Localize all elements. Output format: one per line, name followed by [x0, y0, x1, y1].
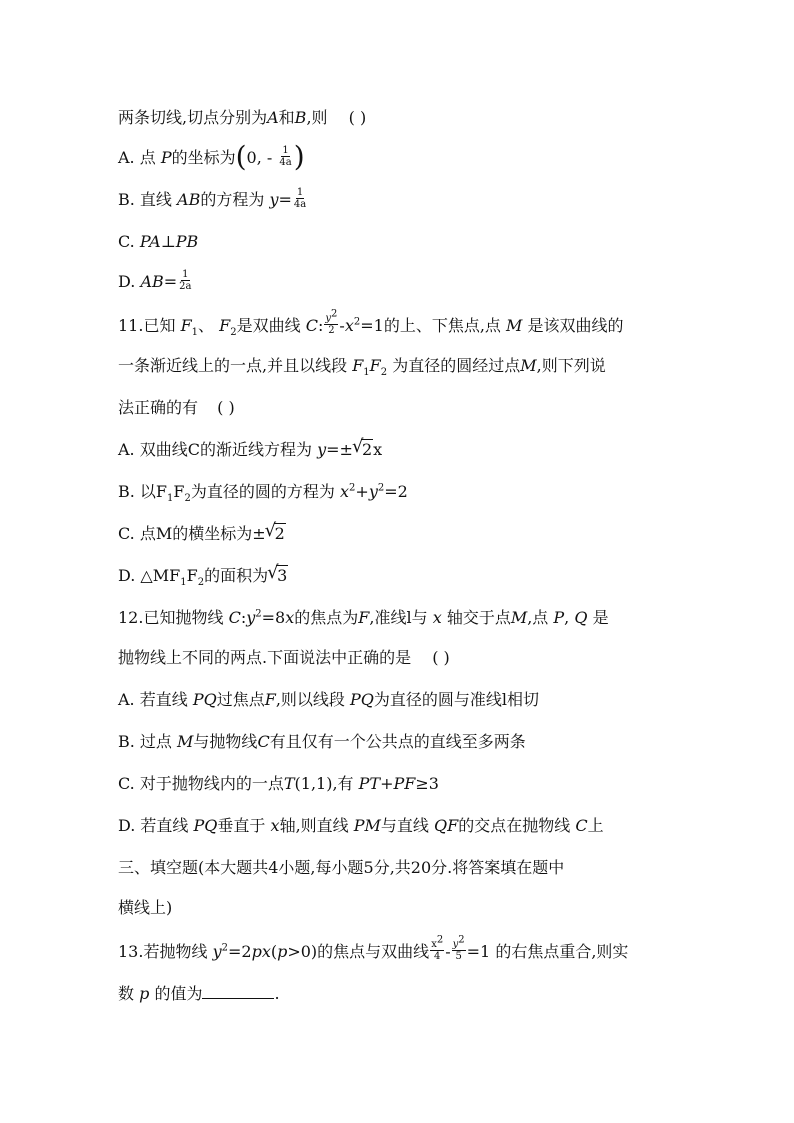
point-m: M [506, 316, 523, 335]
focus-f1: F [180, 316, 192, 335]
text: 的坐标为 [171, 148, 236, 167]
text: 是该双曲线的 [527, 316, 624, 335]
q13-line-1 [118, 934, 629, 964]
superscript: 2 [353, 316, 361, 328]
q10-option-d [118, 270, 193, 294]
q12-option-b [118, 730, 526, 754]
perp-symbol: ⊥ [160, 232, 176, 251]
curve-c: C [228, 608, 241, 627]
numerator: 1 [182, 269, 189, 280]
var-x: x [285, 608, 295, 627]
q12-line-1 [118, 606, 609, 630]
subscript: 2 [197, 577, 205, 589]
denominator: 2a [179, 281, 192, 292]
superscript: 2 [255, 608, 262, 620]
fraction [178, 269, 192, 292]
option-label: C. [118, 232, 135, 251]
text: F [173, 482, 185, 501]
subscript: 2 [380, 367, 388, 379]
text: 的面积为 [204, 566, 269, 585]
subscript: 1 [363, 367, 370, 379]
right-paren: ) [293, 139, 305, 173]
subscript: 2 [230, 327, 237, 339]
equals: =1 [360, 316, 384, 335]
segment-pt: PT [358, 774, 381, 793]
q13-line-2 [118, 982, 280, 1006]
text: F [186, 566, 198, 585]
var-x: x [432, 608, 442, 627]
text: 两条切线,切点分别为 [118, 108, 268, 127]
denominator: 4a [293, 199, 307, 210]
question-number: 11. [118, 316, 144, 335]
equals: =± [326, 440, 353, 459]
point-m: M [510, 608, 528, 627]
focus-f: F [358, 608, 370, 627]
equals: =8 [261, 608, 286, 627]
superscript: 2 [221, 942, 228, 954]
text: 为直径的圆的方程为 [190, 482, 335, 501]
q10-option-a [118, 139, 305, 173]
text: ,则以线段 [275, 690, 345, 709]
q10-option-c [118, 230, 198, 254]
text: 为直径的圆与准线l相切 [373, 690, 540, 709]
text: 轴,则直线 [279, 816, 349, 835]
text: 的右焦点重合,则实 [495, 942, 629, 961]
text: 的方程为 [200, 190, 265, 209]
text: 、 [198, 316, 215, 335]
fraction [452, 934, 466, 962]
focus-f2: F [219, 316, 231, 335]
subscript: 2 [184, 493, 191, 505]
curve-c: C [305, 316, 318, 335]
segment-pa: PA [139, 232, 161, 251]
text: A. 若直线 [118, 690, 188, 709]
text: 是 [592, 608, 609, 627]
q11-line-3 [118, 396, 235, 420]
numerator: 1 [282, 145, 289, 156]
text: 已知抛物线 [143, 608, 224, 627]
denominator: 2 [328, 325, 335, 336]
coord-x: 0, [246, 148, 262, 167]
superscript: 2 [331, 308, 338, 320]
minus-sign: - [266, 148, 273, 167]
left-paren: ( [235, 139, 247, 173]
text: B. 过点 [118, 732, 172, 751]
fraction [430, 934, 444, 962]
sqrt [353, 438, 373, 462]
point-a: A [267, 108, 279, 127]
text: ( [270, 942, 278, 961]
point-b: B [294, 108, 307, 127]
text: (1,1),有 [294, 774, 354, 793]
text: 是双曲线 [236, 316, 301, 335]
numerator: 1 [296, 187, 304, 198]
q12-option-c [118, 772, 439, 796]
point-p: P [160, 148, 172, 167]
colon: : [240, 608, 247, 627]
focus-f: F [264, 690, 276, 709]
plus: + [355, 482, 369, 501]
var-y: y [325, 313, 332, 324]
period: . [274, 984, 280, 1003]
text: 有且仅有一个公共点的直线至多两条 [269, 732, 526, 751]
minus-sign: - [445, 942, 451, 961]
q12-option-a [118, 688, 539, 712]
var-y: y [246, 608, 256, 627]
radicand: 2 [274, 524, 285, 543]
superscript: 2 [377, 482, 385, 494]
segment-pq: PQ [350, 690, 374, 709]
text: 的上、下焦点,点 [383, 316, 501, 335]
equals: = [163, 272, 178, 291]
text: >0)的焦点与双曲线 [287, 942, 430, 961]
line-pm: PM [353, 816, 381, 835]
text: 轴交于点 [446, 608, 511, 627]
point-m: M [520, 356, 537, 375]
text: 已知 [143, 316, 176, 335]
text: 和 [278, 108, 295, 127]
superscript: 2 [458, 934, 465, 946]
q12-option-d [118, 814, 604, 838]
var-x: x [373, 440, 383, 459]
var-x: x [344, 316, 354, 335]
superscript: 2 [349, 482, 356, 494]
segment-pf: PF [393, 774, 416, 793]
section-3-heading [118, 856, 564, 880]
text: D. △MF [118, 566, 181, 585]
q10-stem-line [118, 106, 366, 130]
text: 与抛物线 [193, 732, 258, 751]
answer-paren: ( ) [348, 108, 367, 127]
text: 垂直于 [217, 816, 266, 835]
segment-ab: AB [140, 272, 164, 291]
text: 若抛物线 [143, 942, 208, 961]
text: 为直径的圆经过点 [392, 356, 521, 375]
fraction [293, 187, 307, 210]
q11-line-1 [118, 308, 624, 339]
text: 的值为 [154, 984, 203, 1003]
text: 上 [587, 816, 604, 835]
focus-f1: F [352, 356, 364, 375]
answer-blank[interactable] [202, 982, 274, 999]
curve-c: C [257, 732, 270, 751]
section-3-heading-cont [118, 896, 172, 920]
line-pq: PQ [193, 816, 218, 835]
equals: =2 [384, 482, 408, 501]
denominator: 5 [455, 951, 462, 962]
radicand: 3 [277, 566, 288, 585]
numerator [324, 308, 338, 325]
question-number: 12. [118, 608, 144, 627]
point-t: T [283, 774, 295, 793]
equals: =1 [466, 942, 491, 961]
q11-option-d [118, 564, 288, 588]
line-pq: PQ [192, 690, 217, 709]
var-y: y [452, 939, 459, 950]
q11-option-b [118, 480, 408, 504]
text: D. 若直线 [118, 816, 189, 835]
q10-option-b [118, 188, 308, 212]
text: ,点 [527, 608, 549, 627]
text: 三、填空题(本大题共4小题,每小题5分,共20分.将答案填在题中 [118, 858, 565, 877]
question-number: 13. [118, 942, 144, 961]
var-p: p [139, 984, 150, 1003]
text: ≥3 [415, 774, 439, 793]
text: B. 以F [118, 482, 168, 501]
denominator: 4 [434, 951, 441, 962]
radicand: 2 [361, 440, 373, 459]
comma: , [564, 608, 570, 627]
q11-option-c [118, 522, 286, 546]
var-px: px [251, 942, 271, 961]
text: 的焦点为 [294, 608, 359, 627]
text: ,准线l与 [369, 608, 428, 627]
sqrt [268, 564, 288, 588]
var-y: y [212, 942, 222, 961]
plus: + [380, 774, 394, 793]
option-label: D. [118, 272, 136, 291]
text: 的交点在抛物线 [458, 816, 571, 835]
text: ,则 [306, 108, 328, 127]
var-y: y [368, 482, 378, 501]
line-qf: QF [434, 816, 459, 835]
var-x: x [340, 482, 350, 501]
point-q: Q [574, 608, 588, 627]
text: C. 对于抛物线内的一点 [118, 774, 284, 793]
line-ab: AB [177, 190, 201, 209]
var-p: p [277, 942, 288, 961]
option-label: A. 点 [118, 148, 156, 167]
subscript: 1 [191, 327, 199, 339]
var-y: y [317, 440, 327, 459]
point-p: P [553, 608, 565, 627]
fraction [278, 145, 292, 168]
colon: : [318, 316, 324, 335]
var-x: x [431, 939, 437, 950]
denominator: 4a [279, 157, 292, 168]
superscript: 2 [436, 934, 444, 946]
subscript: 1 [167, 493, 174, 505]
text: 数 [118, 984, 135, 1003]
text: 一条渐近线上的一点,并且以线段 [118, 356, 348, 375]
q11-line-2 [118, 354, 606, 378]
segment-pb: PB [175, 232, 199, 251]
answer-paren: ( ) [432, 648, 450, 667]
var-x: x [270, 816, 280, 835]
equals: = [278, 190, 292, 209]
curve-c: C [575, 816, 588, 835]
numerator [430, 934, 444, 951]
text: C. 点M的横坐标为± [118, 524, 266, 543]
minus-sign: - [339, 316, 345, 335]
sqrt [266, 522, 286, 546]
text: 抛物线上不同的两点.下面说法中正确的是 [118, 648, 412, 667]
text: ,则下列说 [536, 356, 606, 375]
fraction [324, 308, 338, 336]
option-label: B. 直线 [118, 190, 172, 209]
text: 过焦点 [216, 690, 265, 709]
focus-f2: F [369, 356, 381, 375]
text: 与直线 [380, 816, 429, 835]
q12-line-2 [118, 646, 450, 670]
numerator [452, 934, 466, 951]
subscript: 1 [180, 577, 187, 589]
point-m: M [177, 732, 194, 751]
equals: =2 [227, 942, 252, 961]
var-y: y [269, 190, 279, 209]
answer-paren: ( ) [217, 398, 235, 417]
text: 横线上) [118, 898, 173, 917]
text: 法正确的有 [118, 398, 199, 417]
text: A. 双曲线C的渐近线方程为 [118, 440, 312, 459]
q11-option-a [118, 438, 382, 462]
